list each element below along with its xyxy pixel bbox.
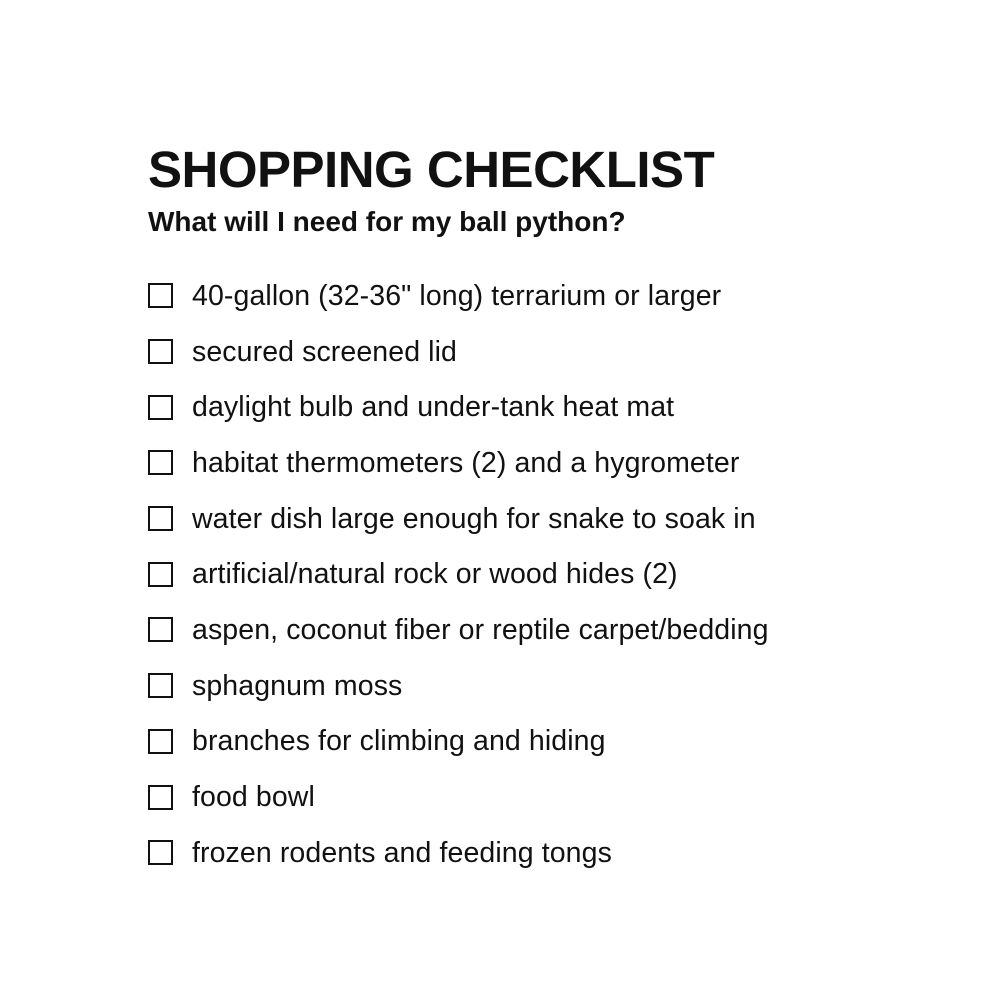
checkbox-icon[interactable] (148, 506, 173, 531)
checkbox-icon[interactable] (148, 283, 173, 308)
item-label: aspen, coconut fiber or reptile carpet/bedding (192, 613, 769, 646)
list-item (148, 825, 769, 881)
item-label: sphagnum moss (192, 669, 403, 702)
list-item (148, 658, 769, 714)
item-label: frozen rodents and feeding tongs (192, 836, 612, 869)
item-label: food bowl (192, 781, 315, 814)
checklist (148, 268, 769, 881)
item-label: secured screened lid (192, 335, 457, 368)
list-item (148, 491, 769, 547)
checkbox-icon[interactable] (148, 617, 173, 642)
list-item (148, 268, 769, 324)
checkbox-icon[interactable] (148, 729, 173, 754)
item-label: 40-gallon (32-36" long) terrarium or larger (192, 279, 722, 312)
checkbox-icon[interactable] (148, 450, 173, 475)
item-label: daylight bulb and under-tank heat mat (192, 391, 675, 424)
checkbox-icon[interactable] (148, 395, 173, 420)
checkbox-icon[interactable] (148, 673, 173, 698)
list-item (148, 769, 769, 825)
list-item (148, 546, 769, 602)
checkbox-icon[interactable] (148, 339, 173, 364)
item-label: water dish large enough for snake to soak in (192, 502, 756, 535)
item-label: habitat thermometers (2) and a hygrometer (192, 446, 740, 479)
list-item (148, 602, 769, 658)
page-title: SHOPPING CHECKLIST (148, 141, 715, 198)
list-item (148, 379, 769, 435)
checkbox-icon[interactable] (148, 562, 173, 587)
list-item (148, 714, 769, 770)
checkbox-icon[interactable] (148, 840, 173, 865)
item-label: branches for climbing and hiding (192, 725, 606, 758)
item-label: artificial/natural rock or wood hides (2) (192, 558, 678, 591)
list-item (148, 435, 769, 491)
checkbox-icon[interactable] (148, 785, 173, 810)
list-item (148, 324, 769, 380)
page-subtitle: What will I need for my ball python? (148, 206, 626, 237)
